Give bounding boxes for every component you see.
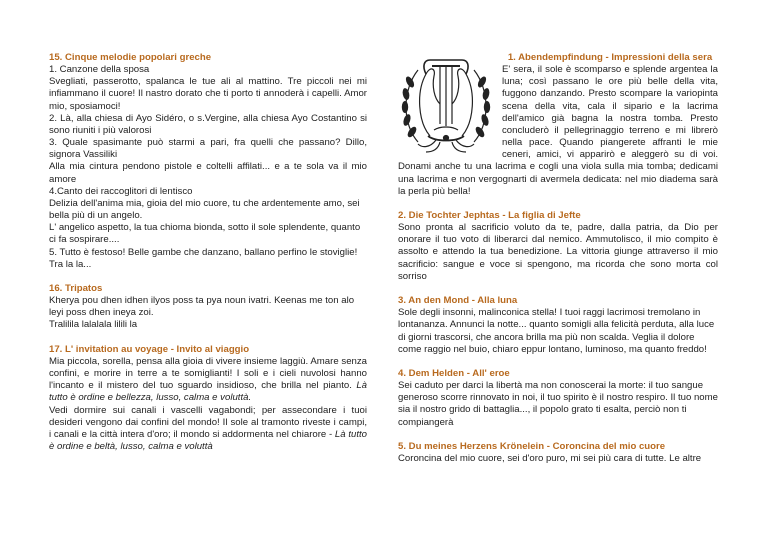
section-line: Alla mia cintura pendono pistole e coltelli affilati... e a te sola va il mio amore: [49, 161, 367, 185]
section-line: Tralilila lalalala lilili la: [49, 319, 138, 331]
section-text: Coroncina del mio cuore, sei d'oro puro, mi sei più cara di tutte. Le altre: [398, 453, 702, 465]
section-1: [398, 52, 718, 198]
section-paragraph: [49, 405, 367, 454]
section-line: L' angelico aspetto, la tua chioma bionda, sotto il sole splendente, quanto ci fa sospirare....: [49, 222, 361, 246]
section-line: 2. Là, alla chiesa di Ayo Sidéro, o s.Vergine, alla chiesa Ayo Costantino si sono riuniti i più valorosi: [49, 112, 367, 136]
section-line: leyi poss dhen ineya zoi.: [49, 307, 154, 319]
section-line: Kherya pou dhen idhen ilyos poss ta pya noun ivatri. Keenas me ton alo: [49, 295, 355, 307]
section-paragraph: [49, 356, 367, 405]
section-title: 16. Tripatos: [49, 282, 103, 294]
section-15: [49, 52, 367, 271]
refrain-text: Là tutto è ordine e beltà, lusso, calma e voluttà: [49, 428, 367, 452]
section-title: 17. L' invitation au voyage - Invito al viaggio: [49, 343, 250, 355]
section-line: 3. Quale spasimante può starmi a pari, fra quelli che passano? Dillo, signora Vassiliki: [49, 137, 367, 161]
section-text: Sono pronta al sacrificio voluto da te, padre, dalla patria, da Dio per onorare il tuo voto di liberarci dal nemico. Ammutolisco, il mio compito è assolto e attendo la tua benedizione. La vittoria giunge attraverso il mio sacrificio: sangue e voce si spengono, ma ricorda che sono morta col sorriso: [398, 222, 718, 282]
section-line: 4.Canto dei raccoglitori di lentisco: [49, 185, 193, 197]
right-column: [398, 52, 718, 477]
section-text: Sei caduto per darci la libertà ma non conoscerai la morte: il tuo sangue generoso scorre rinnovato in noi, il tuo spirito è il nostro respiro. Il tuo nome sia il nostro grido di battaglia..., il popolo grato ti esalta, perciò non ti compiangerà: [398, 380, 718, 428]
section-line: Delizia dell'anima mia, gioia del mio cuore, tu che ardentemente amo, sei bella più di un angelo.: [49, 197, 360, 222]
section-title: 5. Du meines Herzens Krönelein - Coroncina del mio cuore: [398, 440, 666, 452]
section-title: 3. An den Mond - Alla luna: [398, 295, 518, 307]
section-3: [398, 295, 718, 356]
section-title: 4. Dem Helden - All' eroe: [398, 368, 510, 380]
lyre-ornament-icon: [396, 52, 496, 154]
section-line: Svegliati, passerotto, spalanca le tue ali al mattino. Tre piccoli nei mi infiammano il cuore! Il nastro dorato che ti porto ti annoderà i capelli. Amor mio, sposiamoci!: [49, 76, 367, 112]
section-17: [49, 344, 367, 453]
section-text: E' sera, il sole è scomparso e splende argentea la luna; così passano le ore più belle della vita, fuggono danzando. Presto scompare la variopinta scena della vita, cala il sipario e la lacrima dell'amico già bagna la nostra tomba. Presto concluderò il pellegrinaggio terreno e mi librerò nella pace. Quando piangerete affranti le mie ceneri, amici, vi apparirò e aleggerò su di voi. Donami anche tu una lacrima e cogli una viola sulla mia tomba; dedicami una lacrima e non vergognarti di avermela dedicata: nel mio diadema sarà la perla più bella!: [398, 64, 718, 197]
section-title: 1. Abendempfindung - Impressioni della sera: [507, 52, 713, 63]
section-line: 1. Canzone della sposa: [49, 64, 150, 76]
section-4: [398, 368, 718, 429]
section-text: Sole degli insonni, malinconica stella! I tuoi raggi lacrimosi tremolano in lontananza. Annunci la notte... quanto somigli alla felicità perduta, alla luce di giorni trascorsi, che ancora brilla ma più non scalda. Veglia il dolore come raggio nel buio, chiaro eppur lontano, luminoso, ma quanto freddo!: [398, 307, 715, 355]
paragraph-text: Mia piccola, sorella, pensa alla gioia di vivere insieme laggiù. Amare senza confini, e morire in terre a te somiglianti! I soli e i cieli nuvolosi hanno l'incanto e il mistero del tuo sguardo insidioso, che brilla nel pianto.: [49, 355, 367, 392]
section-2: [398, 210, 718, 283]
section-title: 15. Cinque melodie popolari greche: [49, 52, 212, 63]
left-column: [49, 52, 367, 465]
paragraph-text: Vedi dormire sui canali i vascelli vagabondi; per assecondare i tuoi desideri vengono dai confini del mondo! Il sole al tramonto riveste i campi, i canali e la città intera d'oro; il mondo si addormenta nel chiarore -: [49, 404, 367, 440]
refrain-text: Là tutto è ordine e bellezza, lusso, calma e voluttà.: [49, 380, 367, 404]
section-title: 2. Die Tochter Jephtas - La figlia di Jefte: [398, 210, 581, 222]
section-line: 5. Tutto è festoso! Belle gambe che danzano, ballano perfino le stoviglie! Tra la la...: [49, 246, 358, 270]
section-16: [49, 283, 367, 332]
section-5: [398, 441, 718, 465]
